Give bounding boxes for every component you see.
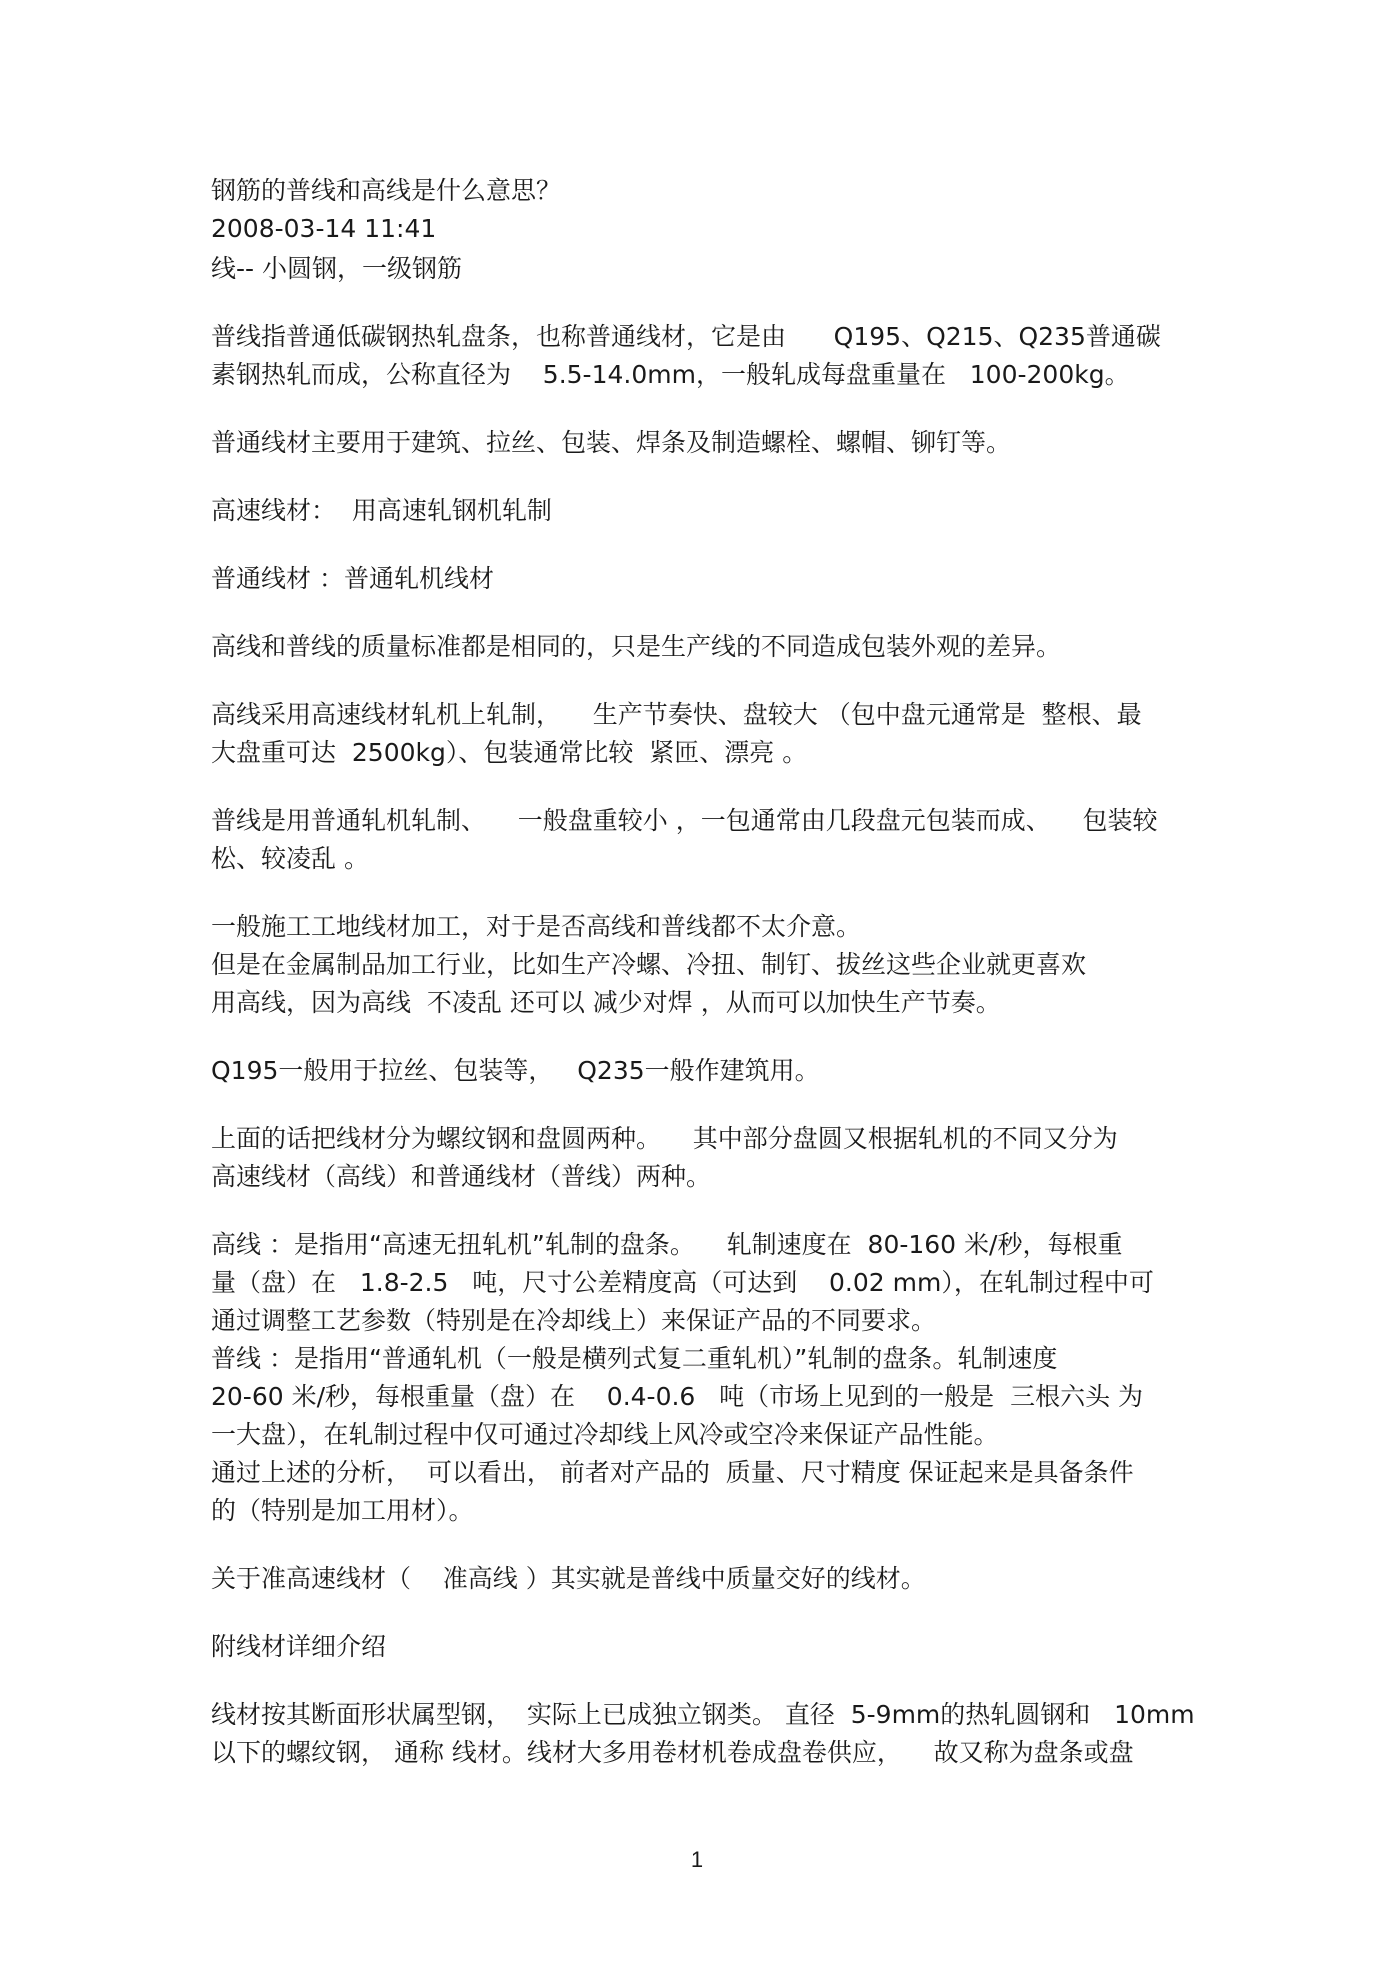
paragraph-7 bbox=[211, 802, 1221, 878]
paragraph-line: 附线材详细介绍 bbox=[211, 1632, 387, 1661]
paragraph-4 bbox=[211, 560, 1221, 598]
paragraph-10 bbox=[211, 1120, 1221, 1196]
paragraph-line: 通过上述的分析， 可以看出， 前者对产品的 质量、尺寸精度 保证起来是具备条件 bbox=[211, 1458, 1134, 1487]
document-datetime: 2008-03-14 11:41 bbox=[211, 214, 437, 243]
paragraph-line: 一大盘），在轧制过程中仅可通过冷却线上风冷或空冷来保证产品性能。 bbox=[211, 1420, 999, 1449]
paragraph-line: 线材按其断面形状属型钢， 实际上已成独立钢类。 直径 5-9mm的热轧圆钢和 10mm bbox=[211, 1700, 1195, 1729]
paragraph-line: 高线采用高速线材轧机上轧制， 生产节奏快、盘较大 （包中盘元通常是 整根、最 bbox=[211, 700, 1142, 729]
paragraph-line: 普线是用普通轧机轧制、 一般盘重较小 ，一包通常由几段盘元包装而成、 包装较 bbox=[211, 806, 1158, 835]
paragraph-line: 高速线材： 用高速轧钢机轧制 bbox=[211, 496, 552, 525]
paragraph-line: 普线 ：是指用“普通轧机（一般是横列式复二重轧机）”轧制的盘条。轧制速度 bbox=[211, 1344, 1058, 1373]
paragraph-line: 但是在金属制品加工行业，比如生产冷螺、冷扭、制钉、拔丝这些企业就更喜欢 bbox=[211, 950, 1087, 979]
paragraph-line: 高速线材（高线）和普通线材（普线）两种。 bbox=[211, 1162, 712, 1191]
page-number: 1 bbox=[690, 1847, 704, 1872]
paragraph-line: 上面的话把线材分为螺纹钢和盘圆两种。 其中部分盘圆又根据轧机的不同又分为 bbox=[211, 1124, 1118, 1153]
paragraph-14 bbox=[211, 1696, 1221, 1772]
paragraph-13 bbox=[211, 1628, 1221, 1666]
paragraph-line: 高线和普线的质量标准都是相同的，只是生产线的不同造成包装外观的差异。 bbox=[211, 632, 1062, 661]
paragraph-6 bbox=[211, 696, 1221, 772]
paragraph-line: 以下的螺纹钢， 通称 线材。线材大多用卷材机卷成盘卷供应， 故又称为盘条或盘 bbox=[211, 1738, 1134, 1767]
paragraph-5 bbox=[211, 628, 1221, 666]
paragraph-line: 一般施工工地线材加工，对于是否高线和普线都不太介意。 bbox=[211, 912, 862, 941]
paragraph-line: 量（盘）在 1.8-2.5 吨，尺寸公差精度高（可达到 0.02 mm），在轧制过程中可 bbox=[211, 1268, 1154, 1297]
document-body bbox=[211, 172, 1221, 1772]
paragraph-2 bbox=[211, 424, 1221, 462]
paragraph-8 bbox=[211, 908, 1221, 1022]
paragraph-line: 普通线材主要用于建筑、拉丝、包装、焊条及制造螺栓、螺帽、铆钉等。 bbox=[211, 428, 1012, 457]
paragraph-line: 松、较凌乱 。 bbox=[211, 844, 369, 873]
paragraph-line: 20-60 米/秒，每根重量（盘）在 0.4-0.6 吨（市场上见到的一般是 三根六头 为 bbox=[211, 1382, 1144, 1411]
paragraph-line: 素钢热轧而成，公称直径为 5.5-14.0mm，一般轧成每盘重量在 100-200kg。 bbox=[211, 360, 1130, 389]
paragraph-11 bbox=[211, 1226, 1221, 1530]
paragraph-line: 用高线，因为高线 不凌乱 还可以 减少对焊 ，从而可以加快生产节奏。 bbox=[211, 988, 1001, 1017]
paragraph-3 bbox=[211, 492, 1221, 530]
paragraph-line: Q195一般用于拉丝、包装等， Q235一般作建筑用。 bbox=[211, 1056, 820, 1085]
paragraph-1 bbox=[211, 318, 1221, 394]
paragraph-line: 关于准高速线材（ 准高线 ）其实就是普线中质量交好的线材。 bbox=[211, 1564, 926, 1593]
paragraph-line: 普线指普通低碳钢热轧盘条，也称普通线材，它是由 Q195、Q215、Q235普通碳 bbox=[211, 322, 1161, 351]
paragraph-line: 的（特别是加工用材）。 bbox=[211, 1496, 474, 1525]
paragraph-line: 高线 ：是指用“高速无扭轧机”轧制的盘条。 轧制速度在 80-160 米/秒，每根重 bbox=[211, 1230, 1123, 1259]
paragraph-line: 通过调整工艺参数（特别是在冷却线上）来保证产品的不同要求。 bbox=[211, 1306, 937, 1335]
paragraph-9 bbox=[211, 1052, 1221, 1090]
paragraph-line: 大盘重可达 2500kg）、包装通常比较 紧匝、漂亮 。 bbox=[211, 738, 808, 767]
document-title: 钢筋的普线和高线是什么意思？ bbox=[211, 176, 562, 205]
intro-line: 线-- 小圆钢，一级钢筋 bbox=[211, 254, 462, 283]
paragraph-line: 普通线材 ：普通轧机线材 bbox=[211, 564, 494, 593]
paragraph-12 bbox=[211, 1560, 1221, 1598]
